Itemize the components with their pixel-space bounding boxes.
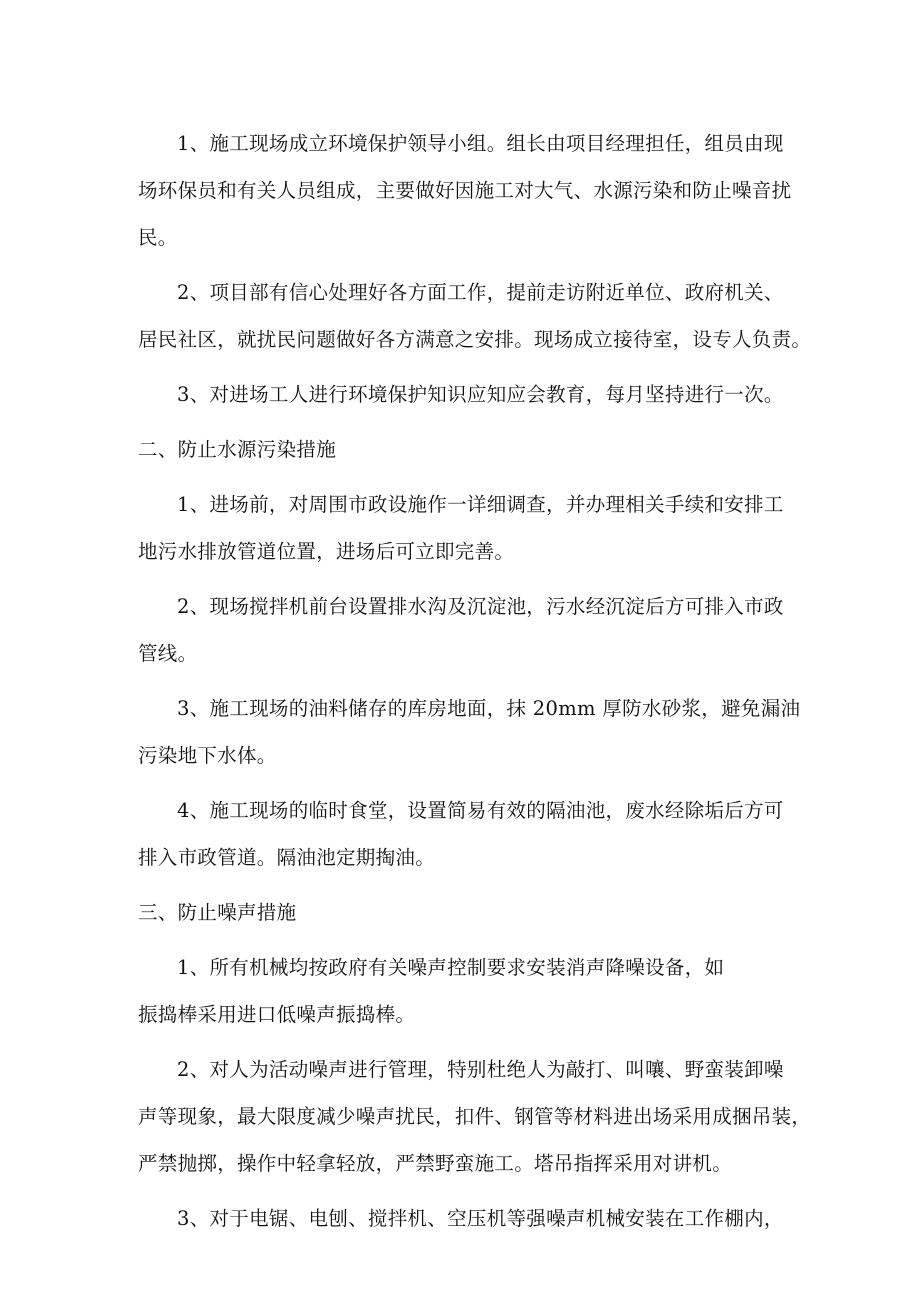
- text-line: 场环保员和有关人员组成，主要做好因施工对大气、水源污染和防止噪音扰: [138, 179, 792, 202]
- paragraph-oil-storage: [138, 685, 808, 779]
- text-line: 居民社区，就扰民问题做好各方满意之安排。现场成立接待室，设专人负责。: [138, 328, 812, 351]
- paragraph-env-team: [138, 120, 808, 261]
- text-line: 污染地下水体。: [138, 744, 277, 767]
- text-line: 振捣棒采用进口低噪声振捣棒。: [138, 1003, 416, 1026]
- document-body: [138, 120, 812, 1250]
- text-line: 3、对进场工人进行环境保护知识应知应会教育，每月坚持进行一次。: [177, 383, 784, 406]
- paragraph-site-survey: [138, 481, 808, 575]
- text-line: 管线。: [138, 642, 198, 665]
- text-line: 1、所有机械均按政府有关噪声控制要求安装消声降噪设备，如: [177, 956, 725, 979]
- text-line: 1、施工现场成立环境保护领导小组。组长由项目经理担任，组员由现: [177, 132, 784, 155]
- text-line: 3、对于电锯、电刨、搅拌机、空压机等强噪声机械安装在工作棚内，: [177, 1207, 784, 1230]
- text-line: 2、对人为活动噪声进行管理，特别杜绝人为敲打、叫嚷、野蛮装卸噪: [177, 1058, 784, 1081]
- paragraph-machinery-silencers: [138, 944, 808, 1038]
- text-line: 严禁抛掷，操作中轻拿轻放，严禁野蛮施工。塔吊指挥采用对讲机。: [138, 1152, 733, 1175]
- text-line: 4、施工现场的临时食堂，设置简易有效的隔油池，废水经除垢后方可: [177, 799, 784, 822]
- text-line: 排入市政管道。隔油池定期掏油。: [138, 846, 436, 869]
- paragraph-sedimentation: [138, 583, 808, 677]
- paragraph-human-noise: [138, 1046, 812, 1187]
- section-heading-water-pollution: [138, 426, 808, 473]
- paragraph-canteen-grease-trap: [138, 787, 808, 881]
- text-line: 2、现场搅拌机前台设置排水沟及沉淀池，污水经沉淀后方可排入市政: [177, 595, 784, 618]
- paragraph-noisy-machines: [138, 1195, 808, 1242]
- paragraph-community-relations: [138, 269, 812, 363]
- text-line: 3、施工现场的油料储存的库房地面，抹 20mm 厚防水砂浆，避免漏油: [177, 697, 801, 720]
- text-line: 1、进场前，对周围市政设施作一详细调查，并办理相关手续和安排工: [177, 493, 784, 516]
- paragraph-worker-education: [138, 371, 808, 418]
- text-line: 声等现象，最大限度减少噪声扰民，扣件、钢管等材料进出场采用成捆吊装，: [138, 1105, 812, 1128]
- text-line: 地污水排放管道位置，进场后可立即完善。: [138, 540, 515, 563]
- section-heading-noise-prevention: [138, 889, 808, 936]
- text-line: 2、项目部有信心处理好各方面工作，提前走访附近单位、政府机关、: [177, 281, 784, 304]
- heading-text: 三、防止噪声措施: [138, 901, 297, 924]
- text-line: 民。: [138, 226, 178, 249]
- heading-text: 二、防止水源污染措施: [138, 438, 337, 461]
